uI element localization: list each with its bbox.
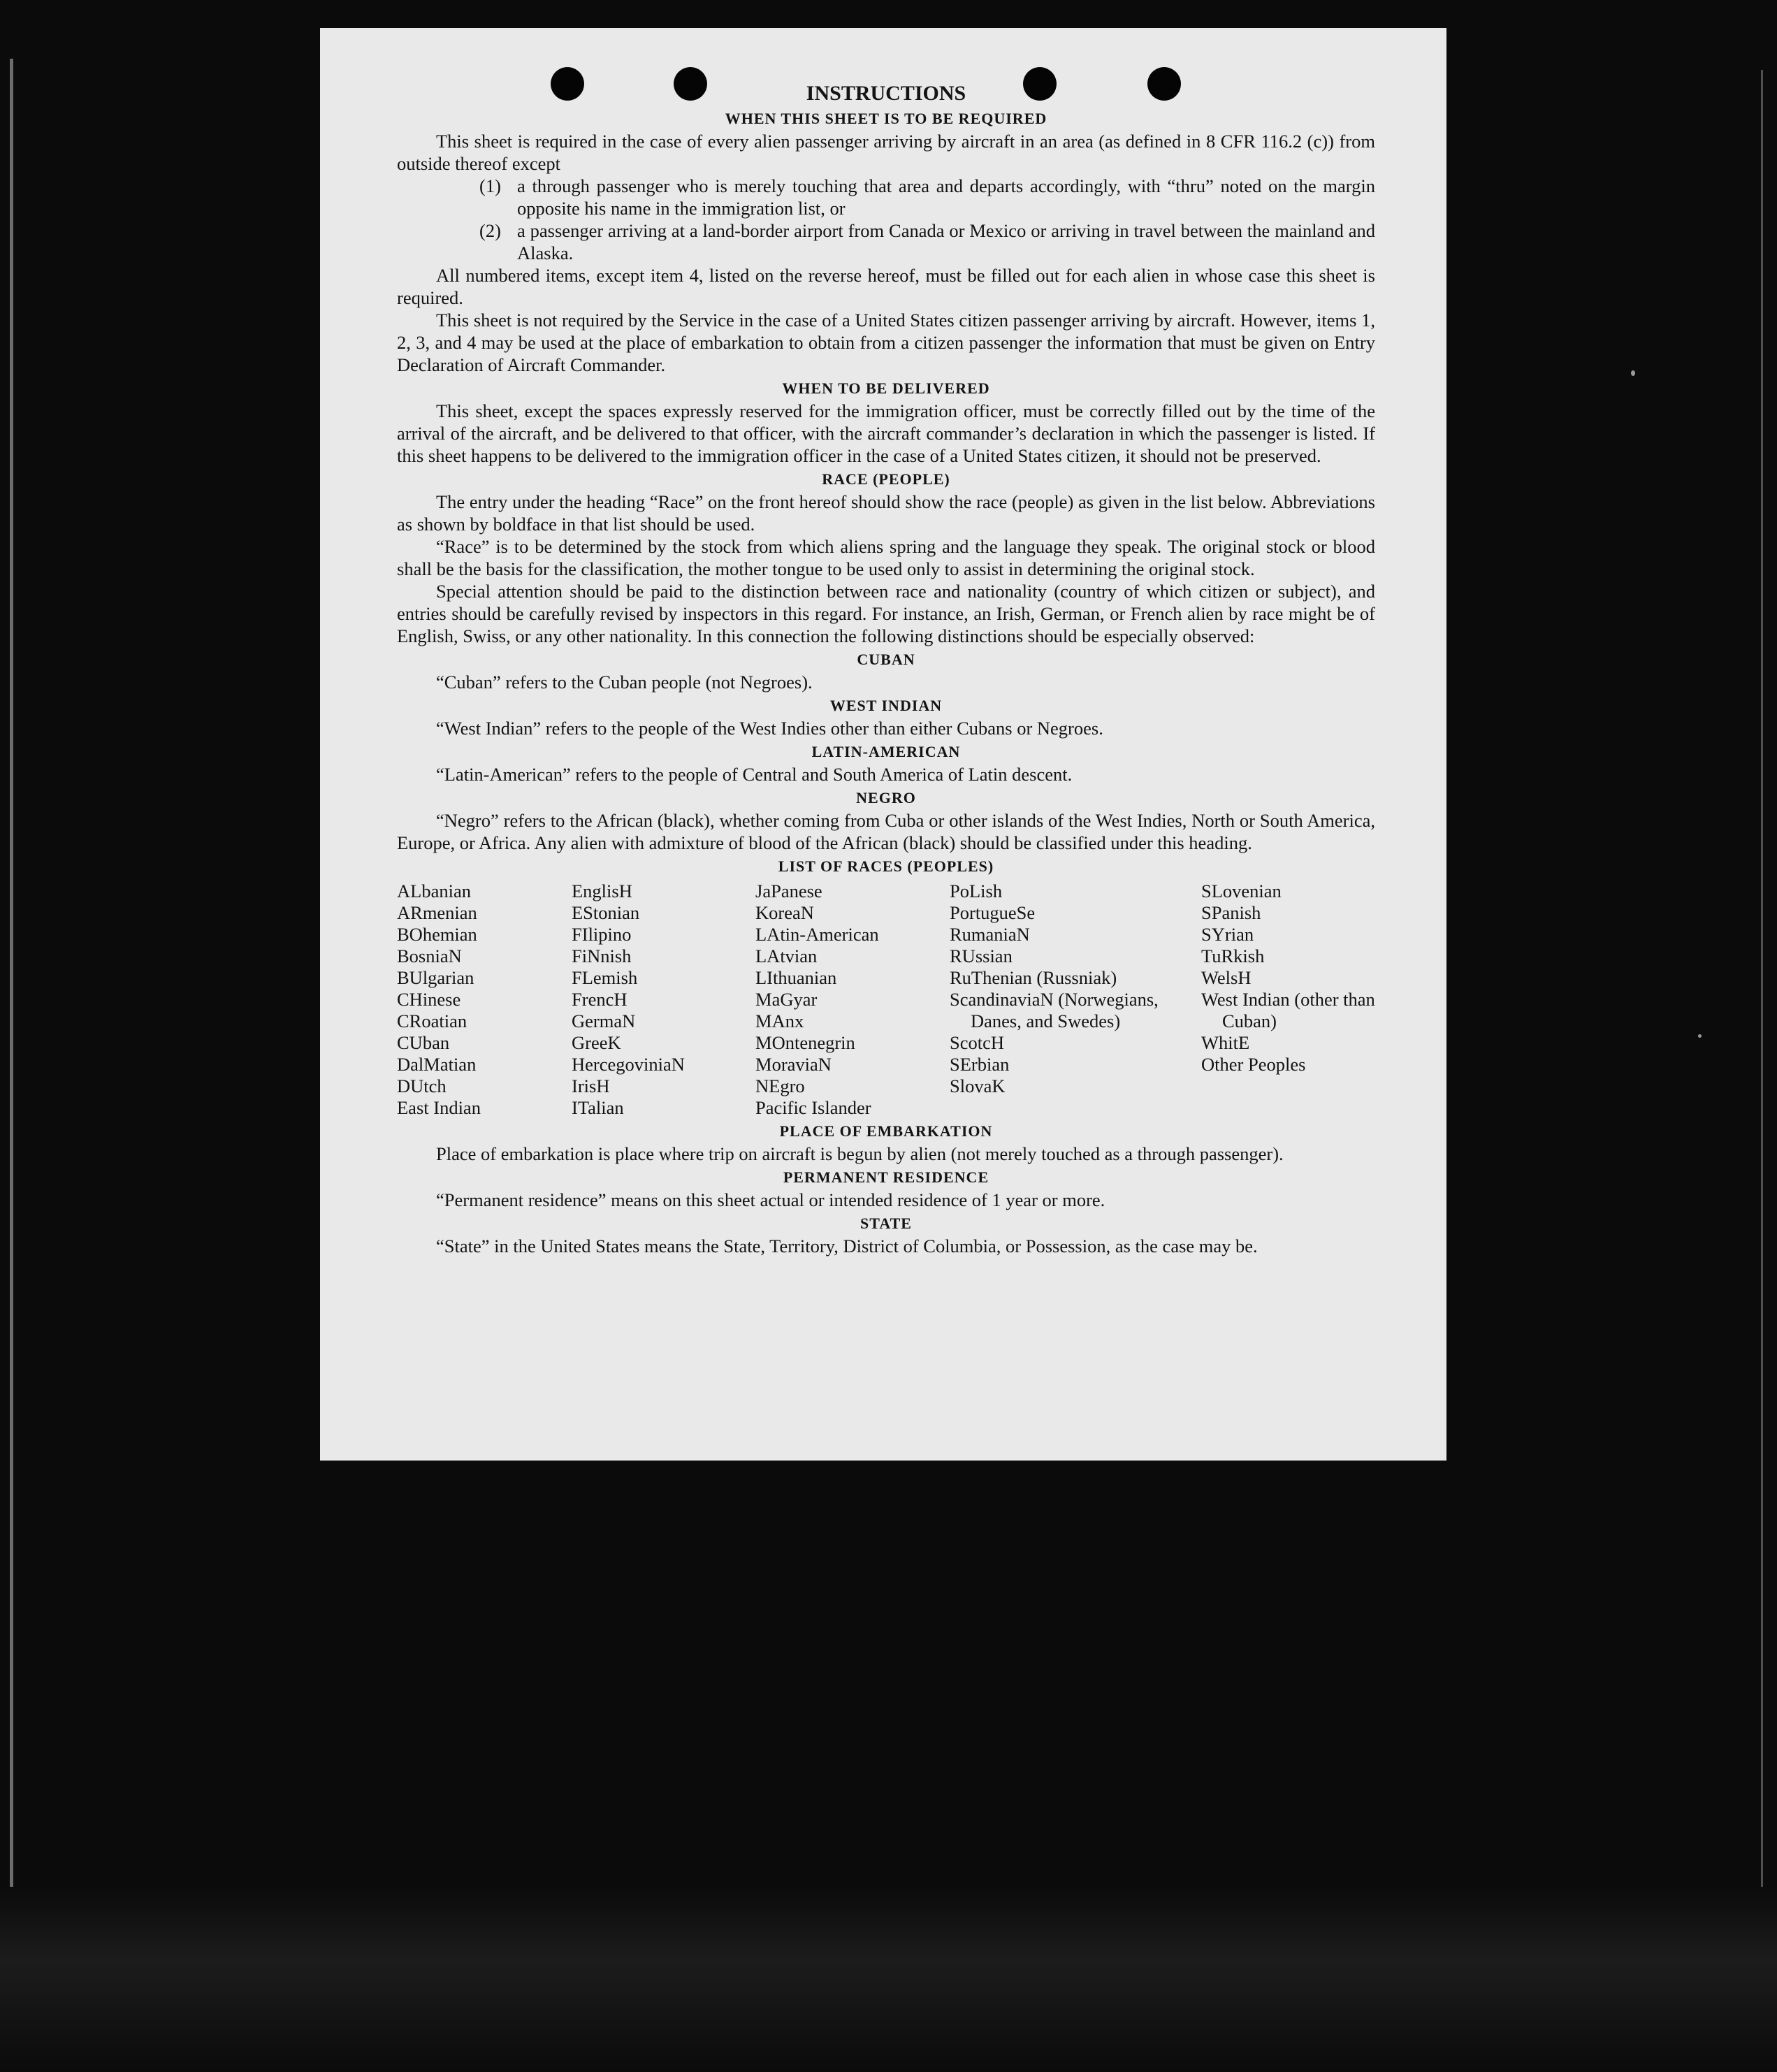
latin-american-text: “Latin-American” refers to the people of Central and South America of Latin descent. — [436, 764, 1073, 785]
race-entry: West Indian (other than Cuban) — [1201, 989, 1375, 1031]
race-entry: ITalian — [572, 1097, 624, 1118]
race-entry: LIthuanian — [755, 967, 837, 988]
race-entry: NEgro — [755, 1075, 805, 1096]
race-entry: East Indian — [397, 1097, 481, 1118]
heading-west-indian: WEST INDIAN — [829, 697, 943, 714]
race-entry: LAtvian — [755, 946, 818, 966]
west-indian-text: “West Indian” refers to the people of the West Indies other than either Cubans or Negroes. — [436, 718, 1103, 739]
cuban-text: “Cuban” refers to the Cuban people (not Negroes). — [436, 672, 813, 693]
race-entry: MAnx — [755, 1010, 804, 1031]
race-entry: ALbanian — [397, 881, 471, 901]
race-entry: SYrian — [1201, 924, 1254, 945]
heading-list-of-races: LIST OF RACES (PEOPLES) — [778, 857, 994, 875]
race-entry: JaPanese — [755, 881, 822, 901]
race-entry: EnglisH — [572, 881, 632, 901]
page-title: INSTRUCTIONS — [806, 82, 966, 105]
race-entry: FiNnish — [572, 946, 632, 966]
race-entry: DalMatian — [397, 1054, 477, 1075]
document-page — [320, 28, 1446, 1461]
race-entry: ScandinaviaN (Norwegians, Danes, and Swedes) — [950, 989, 1159, 1031]
race-entry: WelsH — [1201, 967, 1252, 988]
race-entry: Pacific Islander — [755, 1097, 871, 1118]
race-entry: BUlgarian — [397, 967, 474, 988]
race-entry: CHinese — [397, 989, 461, 1010]
race-para-2: “Race” is to be determined by the stock from which aliens spring and the language they speak. The original stock or blood shall be the basis for the classification, the mother tongue to be used only to assist in determining the original stock. — [397, 536, 1375, 579]
race-entry: RumaniaN — [950, 924, 1030, 945]
races-column — [397, 881, 572, 1119]
residence-text: “Permanent residence” means on this sheet actual or intended residence of 1 year or more. — [436, 1189, 1105, 1210]
race-entry: CUban — [397, 1032, 450, 1053]
race-entry: EStonian — [572, 902, 640, 923]
heading-negro: NEGRO — [856, 789, 916, 806]
race-entry: KoreaN — [755, 902, 814, 923]
exception-item — [479, 175, 1375, 219]
heading-permanent-residence: PERMANENT RESIDENCE — [783, 1168, 989, 1186]
race-entry: MaGyar — [755, 989, 818, 1010]
heading-embarkation: PLACE OF EMBARKATION — [779, 1122, 993, 1140]
instructions-content — [397, 81, 1375, 1257]
embarkation-text: Place of embarkation is place where trip on aircraft is begun by alien (not merely touched as a through passenger). — [436, 1143, 1284, 1164]
film-shadow — [0, 1887, 1777, 2072]
race-entry: WhitE — [1201, 1032, 1250, 1053]
race-entry: BosniaN — [397, 946, 462, 966]
race-entry: SLovenian — [1201, 881, 1282, 901]
exception-text: a through passenger who is merely touching that area and departs accordingly, with “thru” noted on the margin opposite his name in the immigration list, or — [517, 175, 1375, 219]
race-entry: SErbian — [950, 1054, 1010, 1075]
film-edge-left — [10, 59, 13, 1973]
races-column — [1201, 881, 1375, 1119]
race-entry: SPanish — [1201, 902, 1261, 923]
film-speck — [1698, 1034, 1702, 1038]
race-entry: Other Peoples — [1201, 1054, 1306, 1075]
race-entry: PoLish — [950, 881, 1003, 901]
required-intro: This sheet is required in the case of every alien passenger arriving by aircraft in an area (as defined in 8 CFR 116.2 (c)) from outside thereof except — [397, 131, 1375, 174]
races-column — [755, 881, 950, 1119]
race-entry: PortugueSe — [950, 902, 1036, 923]
heading-delivered: WHEN TO BE DELIVERED — [782, 379, 990, 397]
delivered-text: This sheet, except the spaces expressly reserved for the immigration officer, must be correctly filled out by the time of the arrival of the aircraft, and be delivered to that officer, with the aircraft commander’s declaration in which the passenger is listed. If this sheet happens to be delivered to the immigration officer in the case of a United States citizen, it should not be preserved. — [397, 400, 1375, 466]
film-edge-right — [1761, 70, 1763, 1957]
exception-number: (1) — [479, 175, 501, 196]
race-entry: FLemish — [572, 967, 638, 988]
race-entry: GermaN — [572, 1010, 636, 1031]
heading-latin-american: LATIN-AMERICAN — [811, 743, 961, 760]
negro-text: “Negro” refers to the African (black), whether coming from Cuba or other islands of the West Indies, North or South America, Europe, or Africa. Any alien with admixture of blood of the African (black) should be classified under this heading. — [397, 810, 1375, 853]
race-entry: CRoatian — [397, 1010, 467, 1031]
race-entry: FrencH — [572, 989, 628, 1010]
exception-text: a passenger arriving at a land-border airport from Canada or Mexico or arriving in travel between the mainland and Alaska. — [517, 220, 1375, 263]
required-para-3: This sheet is not required by the Service in the case of a United States citizen passenger arriving by aircraft. However, items 1, 2, 3, and 4 may be used at the place of embarkation to obtain from a citizen passenger the information that must be given on Entry Declaration of Aircraft Commander. — [397, 310, 1375, 375]
race-entry: GreeK — [572, 1032, 621, 1053]
race-entry: TuRkish — [1201, 946, 1265, 966]
races-column — [950, 881, 1201, 1119]
exception-item — [479, 219, 1375, 264]
race-entry: MOntenegrin — [755, 1032, 855, 1053]
race-entry: MoraviaN — [755, 1054, 832, 1075]
race-entry: RUssian — [950, 946, 1013, 966]
races-list — [397, 881, 1375, 1119]
required-para-2: All numbered items, except item 4, listed on the reverse hereof, must be filled out for each alien in whose case this sheet is required. — [397, 265, 1375, 308]
state-text: “State” in the United States means the State, Territory, District of Columbia, or Possession, as the case may be. — [436, 1236, 1258, 1256]
race-entry: BOhemian — [397, 924, 477, 945]
race-entry: RuThenian (Russniak) — [950, 967, 1117, 988]
exception-number: (2) — [479, 220, 501, 241]
race-entry: FIlipino — [572, 924, 632, 945]
race-para-3: Special attention should be paid to the distinction between race and nationality (country of which citizen or subject), and entries should be carefully revised by inspectors in this regard. For instance, an Irish, German, or French alien by race might be of English, Swiss, or any other nationality. In this connection the following distinctions should be especially observed: — [397, 581, 1375, 646]
race-entry: ScotcH — [950, 1032, 1005, 1053]
heading-cuban: CUBAN — [857, 651, 915, 668]
race-entry: IrisH — [572, 1075, 610, 1096]
race-para-1: The entry under the heading “Race” on the front hereof should show the race (people) as given in the list below. Abbreviations as shown by boldface in that list should be used. — [397, 491, 1375, 535]
race-entry: LAtin-American — [755, 924, 879, 945]
film-speck — [1631, 370, 1635, 376]
race-entry: ARmenian — [397, 902, 477, 923]
race-entry: HercegoviniaN — [572, 1054, 685, 1075]
race-entry: DUtch — [397, 1075, 447, 1096]
heading-race: RACE (PEOPLE) — [822, 470, 950, 488]
heading-state: STATE — [860, 1215, 912, 1232]
race-entry: SlovaK — [950, 1075, 1006, 1096]
races-column — [572, 881, 755, 1119]
heading-required: WHEN THIS SHEET IS TO BE REQUIRED — [725, 110, 1047, 127]
